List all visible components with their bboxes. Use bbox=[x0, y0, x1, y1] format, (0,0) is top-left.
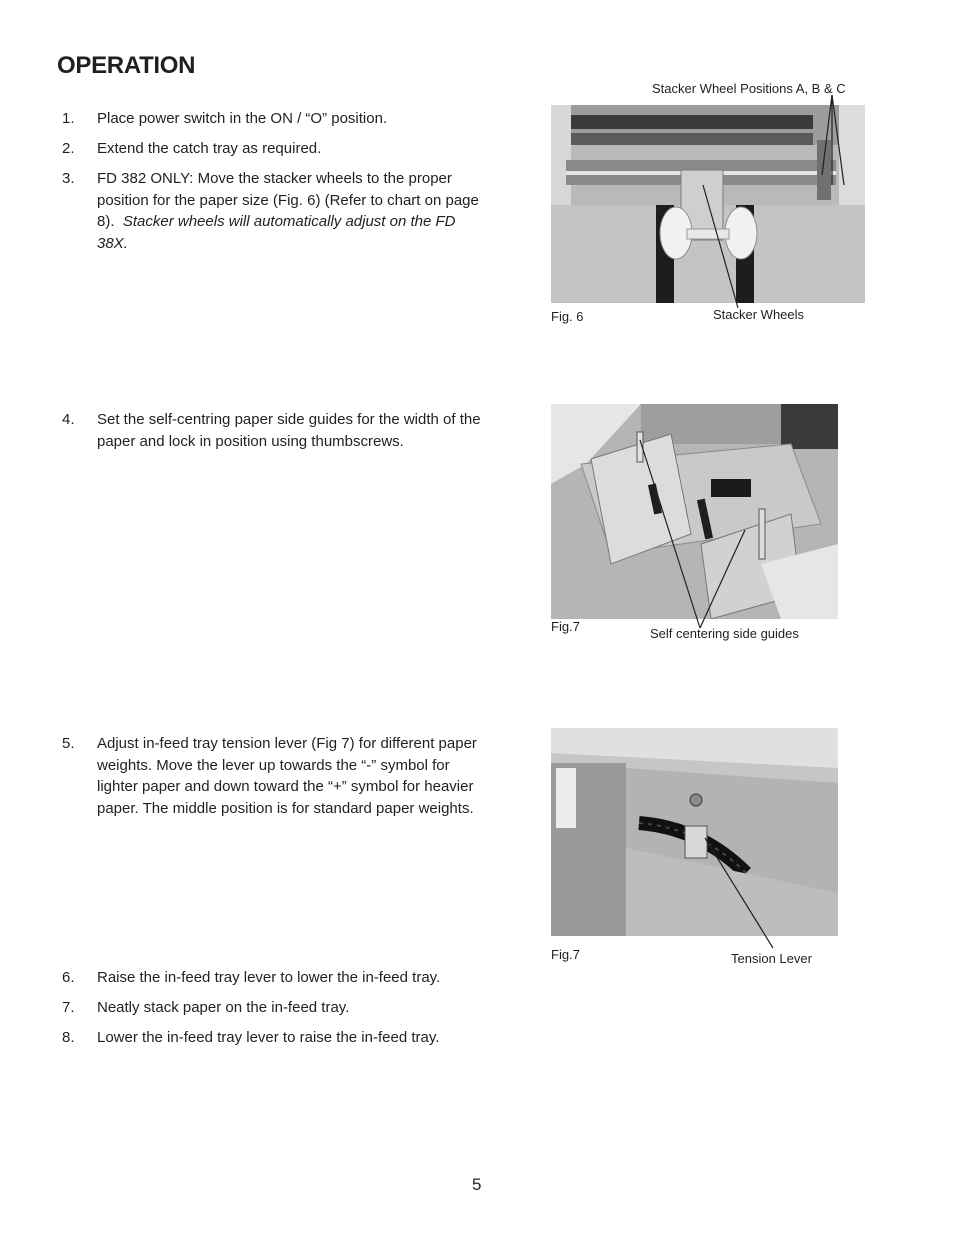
step-number: 3. bbox=[62, 170, 75, 187]
step-number: 8. bbox=[62, 1029, 75, 1046]
step-text: Place power switch in the ON / “O” position. bbox=[97, 110, 388, 127]
step-text: Adjust in-feed tray tension lever (Fig 7) for different paper weights. Move the lever up towards the “-” symbol for lighter paper and down toward the “+” symbol for heavier paper. The middle position is for standard paper weights. bbox=[97, 735, 477, 818]
fig7-side-guides-photo bbox=[551, 404, 838, 619]
step-text: Lower the in-feed tray lever to raise the in-feed tray. bbox=[97, 1029, 440, 1046]
fig7b-callout: Tension Lever bbox=[731, 951, 812, 966]
step-text: Extend the catch tray as required. bbox=[97, 140, 322, 157]
fig6-top-callout: Stacker Wheel Positions A, B & C bbox=[652, 81, 846, 96]
page-number: 5 bbox=[472, 1175, 482, 1194]
step-text: Neatly stack paper on the in-feed tray. bbox=[97, 999, 350, 1016]
step-number: 5. bbox=[62, 735, 75, 752]
fig6-stacker-wheels-photo bbox=[551, 105, 865, 303]
fig7a-label: Fig.7 bbox=[551, 619, 580, 634]
step-text: Set the self-centring paper side guides for the width of the paper and lock in position using thumbscrews. bbox=[97, 411, 481, 450]
fig7-tension-lever-photo bbox=[551, 728, 838, 936]
step-number: 4. bbox=[62, 411, 75, 428]
fig6-callout: Stacker Wheels bbox=[713, 307, 805, 322]
step-number: 6. bbox=[62, 969, 75, 986]
fig6-label: Fig. 6 bbox=[551, 309, 584, 324]
fig7a-callout: Self centering side guides bbox=[650, 626, 799, 641]
step-number: 1. bbox=[62, 110, 75, 127]
step-text-block bbox=[97, 168, 482, 255]
page-title: OPERATION bbox=[57, 52, 196, 79]
step-number: 2. bbox=[62, 140, 75, 157]
step-text: Raise the in-feed tray lever to lower the in-feed tray. bbox=[97, 969, 441, 986]
step-number: 7. bbox=[62, 999, 75, 1016]
step-text: FD 382 ONLY: Move the stacker wheels to the proper position for the paper size (Fig. 6) (Refer to chart on page 8). bbox=[97, 170, 479, 231]
fig7b-label: Fig.7 bbox=[551, 947, 580, 962]
step-note-italic: Stacker wheels will automatically adjust on the FD 38X. bbox=[97, 213, 456, 253]
